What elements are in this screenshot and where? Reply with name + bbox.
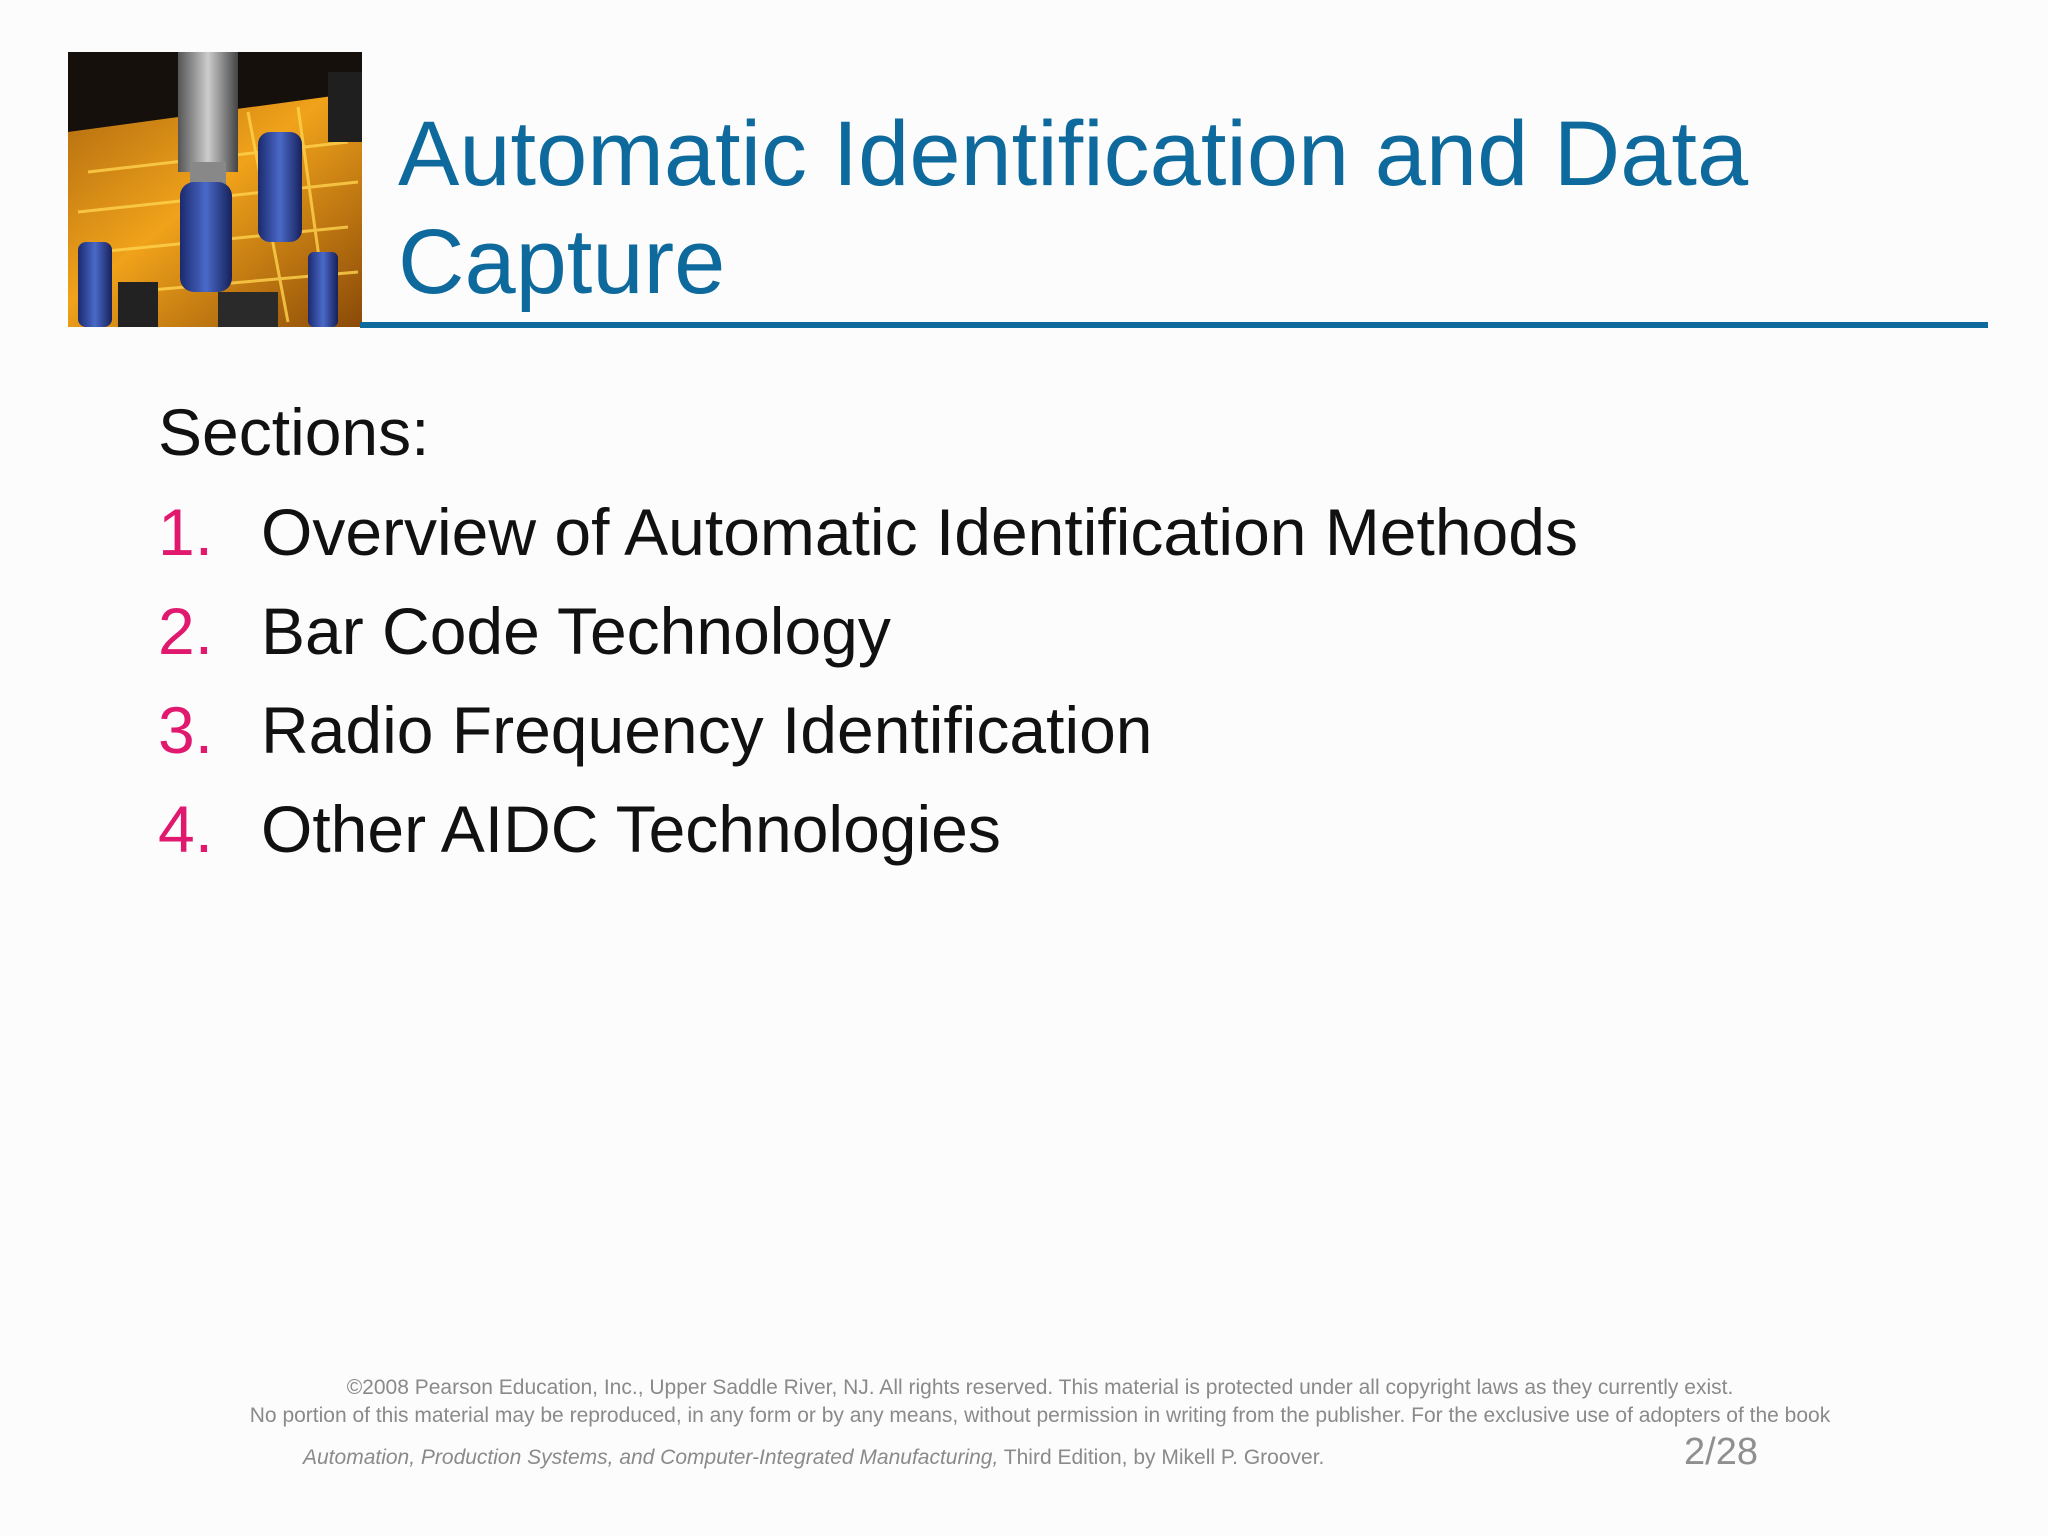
circuit-board-image <box>68 52 362 327</box>
copyright-notice <box>100 1374 1980 1430</box>
section-number: 2. <box>158 594 214 668</box>
slide-title: Automatic Identification and Data Capture <box>398 103 1749 313</box>
copyright-line-2: No portion of this material may be reproduced, in any form or by any means, without permission in writing from the publisher. For the exclusive use of adopters of the book <box>249 1404 1831 1427</box>
sections-heading: Sections: <box>158 395 430 469</box>
section-label: Overview of Automatic Identification Methods <box>261 495 1578 569</box>
section-item-other-aidc <box>158 789 1578 888</box>
book-citation <box>303 1444 1324 1472</box>
page-number: 2/28 <box>1684 1431 1758 1473</box>
section-list <box>158 492 1578 888</box>
section-number: 1. <box>158 495 214 569</box>
section-label: Other AIDC Technologies <box>261 792 1001 866</box>
section-number: 3. <box>158 693 214 767</box>
section-number: 4. <box>158 792 214 866</box>
copyright-line-1: ©2008 Pearson Education, Inc., Upper Saddle River, NJ. All rights reserved. This material is protected under all copyright laws as they currently exist. <box>346 1376 1734 1399</box>
section-item-rfid <box>158 690 1578 789</box>
section-label: Radio Frequency Identification <box>261 693 1153 767</box>
book-edition: Third Edition, by Mikell P. Groover. <box>998 1446 1325 1469</box>
book-title: Automation, Production Systems, and Computer-Integrated Manufacturing, <box>303 1446 999 1469</box>
title-divider <box>360 322 1988 328</box>
section-item-bar-code <box>158 591 1578 690</box>
section-item-overview <box>158 492 1578 591</box>
section-label: Bar Code Technology <box>261 594 891 668</box>
